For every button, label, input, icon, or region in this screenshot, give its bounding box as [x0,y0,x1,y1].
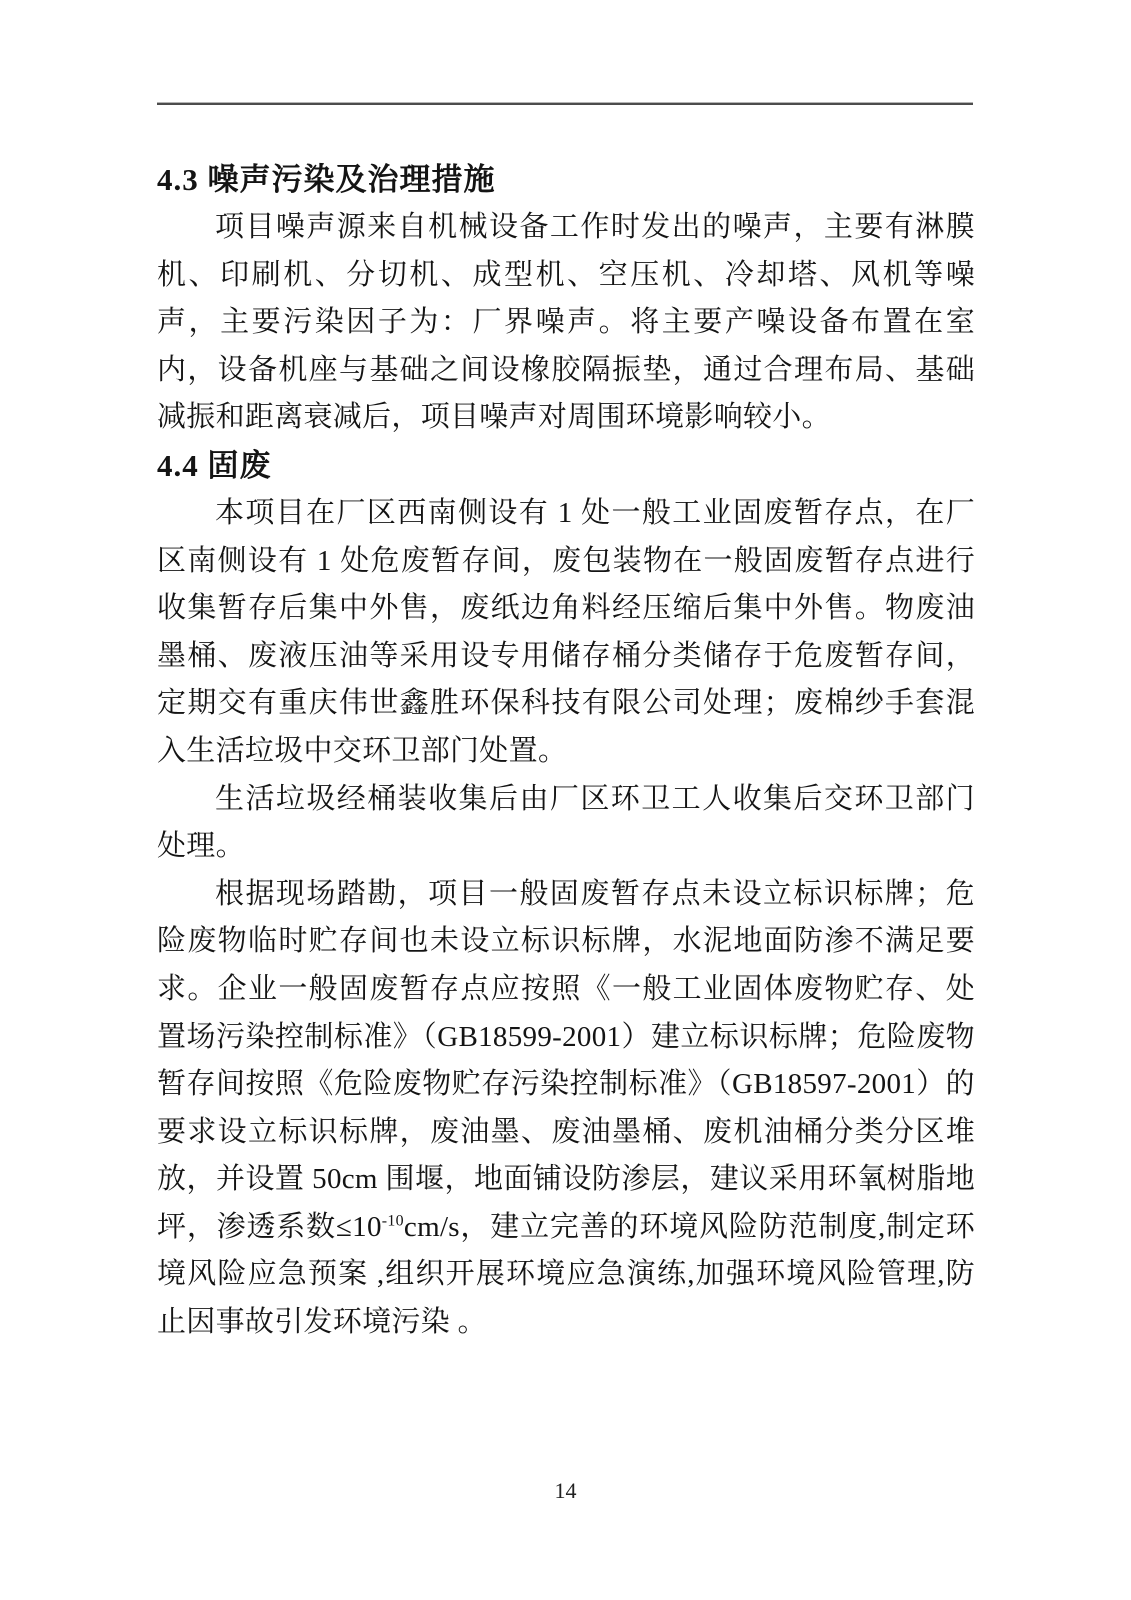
paragraph-noise-sources: 项目噪声源来自机械设备工作时发出的噪声，主要有淋膜机、印刷机、分切机、成型机、空压机、冷却塔、风机等噪声，主要污染因子为：厂界噪声。将主要产噪设备布置在室内，设备机座与基础之间设橡胶隔振垫，通过合理布局、基础减振和距离衰减后，项目噪声对周围环境影响较小。 [157,211,975,434]
section-heading-noise-pollution: 4.3 噪声污染及治理措施 [157,162,496,197]
header-divider-line [157,102,973,105]
page-number: 14 [554,1478,577,1503]
paragraph-text-before-superscript: 根据现场踏勘，项目一般固废暂存点未设立标识标牌；危险废物临时贮存间也未设立标识标牌，水泥地面防渗不满足要求。企业一般固废暂存点应按照《一般工业固体废物贮存、处置场污染控制标准》（GB18599-2001）建立标识标牌；危险废物暂存间按照《危险废物贮存污染控制标准》（GB18597-2001）的要求设立标识标牌，废油墨、废油墨桶、废机油桶分类分区堆放，并设置 50cm 围堰，地面铺设防渗层，建议采用环氧树脂地坪，渗透系数≤10 [157,877,975,1243]
paragraph-text-after-superscript: cm/s，建立完善的环境风险防范制度,制定环境风险应急预案 ,组织开展环境应急演练,加强环境风险管理,防止因事故引发环境污染 。 [157,1210,975,1339]
paragraph-site-survey-requirements [157,871,975,1347]
permeability-exponent-superscript: -10 [381,1212,404,1230]
page-content [157,156,975,1347]
paragraph-solid-waste-storage: 本项目在厂区西南侧设有 1 处一般工业固废暂存点，在厂区南侧设有 1 处危废暂存间，废包装物在一般固废暂存点进行收集暂存后集中外售，废纸边角料经压缩后集中外售。物废油墨桶、废液压油等采用设专用储存桶分类储存于危废暂存间，定期交有重庆伟世鑫胜环保科技有限公司处理；废棉纱手套混入生活垃圾中交环卫部门处置。 [157,496,975,767]
paragraph-domestic-garbage: 生活垃圾经桶装收集后由厂区环卫工人收集后交环卫部门处理。 [157,782,975,863]
section-heading-solid-waste: 4.4 固废 [157,447,272,483]
